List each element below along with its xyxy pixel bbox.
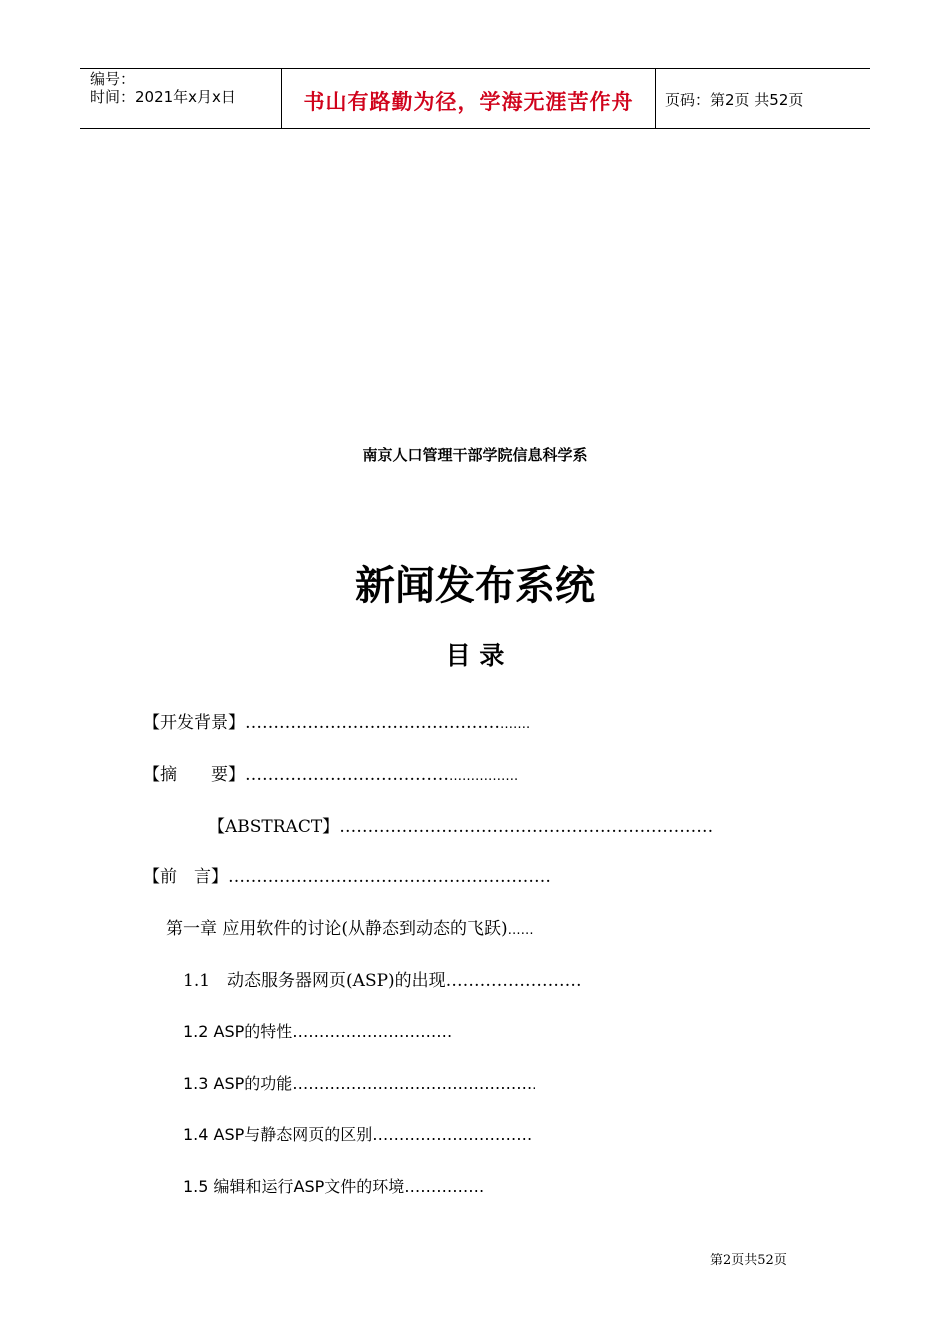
- toc-entry-leader: ………………………………………: [292, 1074, 533, 1093]
- toc-entry-label: 1.4 ASP与静态网页的区别: [183, 1125, 373, 1144]
- toc-entry-1-5: [183, 1174, 484, 1197]
- header-top-rule: [80, 68, 870, 69]
- header-motto: 书山有路勤为径，学海无涯苦作舟: [303, 90, 634, 114]
- toc-entry-leader-tail: .: [532, 1078, 537, 1093]
- toc-entry-1-1: [183, 966, 582, 991]
- header-divider-right: [655, 68, 656, 129]
- toc-entry-1-4: [183, 1122, 532, 1145]
- toc-entry-1-2: [183, 1019, 452, 1042]
- toc-entry-leader: ……………: [404, 1177, 485, 1196]
- toc-entry-abstract-cn: [143, 760, 518, 785]
- toc-entry-label: 第一章 应用软件的讨论(从静态到动态的飞跃): [166, 919, 508, 939]
- header-left-cell: [90, 70, 236, 106]
- header-bottom-rule: [80, 128, 870, 129]
- toc-entry-label: 1.1 动态服务器网页(ASP)的出现: [183, 971, 446, 991]
- toc-entry-label: 【ABSTRACT】: [208, 817, 340, 837]
- toc-entry-leader: ………………………………: [245, 765, 449, 785]
- toc-entry-label: 1.3 ASP的功能: [183, 1074, 293, 1093]
- toc-entry-label: 【前 言】: [143, 867, 228, 887]
- toc-entry-leader-tail: …………….: [449, 769, 519, 784]
- document-title: 新闻发布系统: [355, 562, 595, 609]
- toc-entry-leader-tail: …….: [500, 717, 531, 732]
- toc-entry-1-3: [183, 1071, 536, 1094]
- toc-entry-leader: ……………………: [445, 971, 582, 991]
- toc-entry-label: 【摘 要】: [143, 765, 245, 785]
- header-page-info: 页码：第2页 共52页: [665, 91, 804, 109]
- toc-entry-label: 【开发背景】: [143, 713, 245, 733]
- toc-entry-chapter-1: [166, 914, 534, 939]
- toc-entry-label: 1.2 ASP的特性: [183, 1022, 293, 1041]
- header-time-label: 时间：2021年x月x日: [90, 88, 236, 106]
- toc-entry-preface: [143, 862, 551, 887]
- toc-entry-leader: …………………………………………………: [228, 867, 551, 887]
- toc-entry-leader: …………………………: [372, 1125, 533, 1144]
- institution-name: 南京人口管理干部学院信息科学系: [362, 446, 588, 464]
- page-footer: 第2页共52页: [710, 1253, 787, 1268]
- toc-entry-leader-tail: ……: [507, 923, 534, 938]
- toc-entry-label: 1.5 编辑和运行ASP文件的环境: [183, 1177, 405, 1196]
- toc-entry-abstract-en: [208, 812, 713, 837]
- header-number-label: 编号：: [90, 70, 136, 88]
- toc-entry-leader: …………………………………………………………: [339, 817, 714, 837]
- toc-heading: 目 录: [445, 641, 505, 670]
- toc-entry-background: [143, 708, 530, 733]
- toc-entry-leader: …………………………: [292, 1022, 453, 1041]
- toc-entry-leader: ………………………………………: [245, 713, 500, 733]
